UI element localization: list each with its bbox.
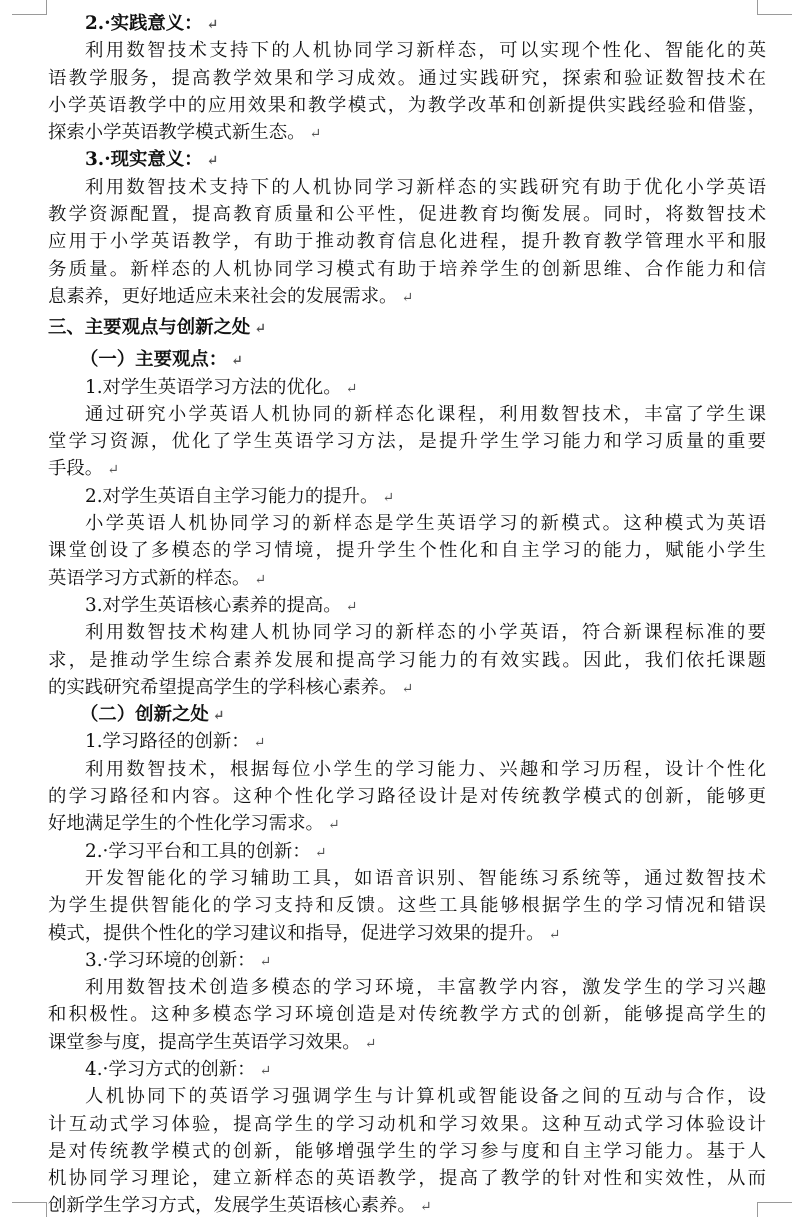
subsection-heading xyxy=(48,592,766,619)
paragraph-mark-icon: ↵ xyxy=(327,817,340,834)
paragraph-line xyxy=(48,1083,766,1110)
heading-text: 3.·学习环境的创新： xyxy=(85,949,256,971)
paragraph-mark-icon: ↵ xyxy=(206,17,219,33)
line-text: 利用数智技术支持下的人机协同学习新样态的实践研究有助于优化小学英语 xyxy=(85,176,766,198)
paragraph-mark-icon: ↵ xyxy=(206,153,219,170)
heading-text: （二）创新之处 xyxy=(80,704,209,726)
paragraph-line xyxy=(48,1029,766,1056)
line-text: 利用数智技术构建人机协同学习的新样态的小学英语，符合新课程标准的要 xyxy=(85,622,766,644)
subsection-heading xyxy=(48,10,766,37)
section-heading xyxy=(48,310,766,346)
paragraph xyxy=(48,510,766,592)
margin-corner-mark xyxy=(12,1202,47,1217)
paragraph-line xyxy=(48,510,766,537)
line-text: 教学资源配置，提高教育质量和公平性，促进教育均衡发展。同时，将数智技术 xyxy=(48,204,766,226)
paragraph-mark-icon: ↵ xyxy=(364,1035,377,1052)
paragraph-mark-icon: ↵ xyxy=(259,953,272,970)
paragraph xyxy=(48,865,766,947)
paragraph-line xyxy=(48,619,766,646)
paragraph-line xyxy=(48,228,766,255)
line-text: 英语学习方式新的样态。 xyxy=(48,567,251,589)
heading-text: （一）主要观点： xyxy=(80,349,228,371)
subsection-heading xyxy=(48,146,766,173)
line-text: 小学英语人机协同学习的新样态是学生英语学习的新模式。这种模式为英语 xyxy=(85,513,766,535)
subsection-heading xyxy=(48,947,766,974)
paragraph-line xyxy=(48,810,766,837)
heading-text: 2.对学生英语自主学习能力的提升。 xyxy=(85,485,379,507)
paragraph-line xyxy=(48,283,766,310)
line-text: 开发智能化的学习辅助工具，如语音识别、智能练习系统等，通过数智技术 xyxy=(85,867,766,889)
paragraph-line xyxy=(48,201,766,228)
paragraph-mark-icon: ↵ xyxy=(401,289,414,306)
subsection-heading xyxy=(48,346,766,373)
paragraph-line xyxy=(48,1138,766,1165)
paragraph-mark-icon: ↵ xyxy=(259,1062,272,1079)
line-text: 课堂参与度，提高学生英语学习效果。 xyxy=(48,1031,361,1053)
paragraph-mark-icon: ↵ xyxy=(254,321,267,338)
subsection-heading xyxy=(48,483,766,510)
line-text: 和积极性。这种多模态学习环境创造是对传统教学方式的创新，能够提高学生的 xyxy=(48,1004,766,1026)
line-text: 息素养，更好地适应未来社会的发展需求。 xyxy=(48,285,398,307)
line-text: 小学英语教学中的应用效果和教学模式，为教学改革和创新提供实践经验和借鉴， xyxy=(48,94,766,116)
heading-text: 2.·实践意义： xyxy=(85,13,203,34)
paragraph-line xyxy=(48,37,766,64)
paragraph-line xyxy=(48,1165,766,1192)
paragraph-line xyxy=(48,892,766,919)
paragraph-line xyxy=(48,428,766,455)
line-text: 语教学服务，提高教学效果和学习成效。通过实践研究，探索和验证数智技术在 xyxy=(48,67,766,89)
paragraph-mark-icon: ↵ xyxy=(345,380,358,397)
paragraph xyxy=(48,401,766,483)
heading-text: 3.对学生英语核心素养的提高。 xyxy=(85,594,342,616)
paragraph-line xyxy=(48,783,766,810)
paragraph-line xyxy=(48,674,766,701)
paragraph-line xyxy=(48,65,766,92)
paragraph-mark-icon: ↵ xyxy=(345,598,358,615)
line-text: 为学生提供智能化的学习支持和反馈。这些工具能够根据学生的学习情况和错误 xyxy=(48,895,766,917)
paragraph-line xyxy=(48,1111,766,1138)
subsection-heading xyxy=(48,374,766,401)
paragraph-mark-icon: ↵ xyxy=(107,462,119,479)
paragraph xyxy=(48,37,766,146)
line-text: 通过研究小学英语人机协同的新样态化课程，利用数智技术，丰富了学生课 xyxy=(85,403,766,425)
paragraph-mark-icon: ↵ xyxy=(382,489,395,506)
heading-text: 2.·学习平台和工具的创新： xyxy=(85,840,311,862)
paragraph-mark-icon: ↵ xyxy=(309,126,322,143)
line-text: 的实践研究希望提高学生的学科核心素养。 xyxy=(48,676,398,698)
paragraph-line xyxy=(48,401,766,428)
paragraph-mark-icon: ↵ xyxy=(548,926,561,943)
subsection-heading xyxy=(48,728,766,755)
line-text: 务质量。新样态的人机协同学习模式有助于培养学生的创新思维、合作能力和信 xyxy=(48,258,766,280)
paragraph-mark-icon: ↵ xyxy=(419,1199,432,1216)
paragraph-mark-icon: ↵ xyxy=(231,353,243,370)
heading-text: 三、主要观点与创新之处 xyxy=(48,317,251,339)
heading-text: 3.·现实意义： xyxy=(85,149,203,171)
subsection-heading xyxy=(48,838,766,865)
line-text: 手段。 xyxy=(48,458,104,480)
paragraph xyxy=(48,756,766,838)
line-text: 课堂创设了多模态的学习情境，提升学生个性化和自主学习的能力，赋能小学生 xyxy=(48,540,766,562)
line-text: 计互动式学习体验，提高学生的学习动机和学习效果。这种互动式学习体验设计 xyxy=(48,1113,766,1135)
line-text: 是对传统教学模式的创新，能够增强学生的学习参与度和自主学习能力。基于人 xyxy=(48,1140,766,1162)
line-text: 好地满足学生的个性化学习需求。 xyxy=(48,813,324,835)
paragraph-line xyxy=(48,455,766,482)
paragraph xyxy=(48,174,766,310)
heading-text: 1.学习路径的创新： xyxy=(85,731,250,753)
margin-corner-mark xyxy=(12,0,47,15)
line-text: 人机协同下的英语学习强调学生与计算机或智能设备之间的互动与合作，设 xyxy=(85,1086,766,1108)
line-text: 堂学习资源，优化了学生英语学习方法，是提升学生学习能力和学习质量的重要 xyxy=(48,431,766,453)
line-text: 探索小学英语教学模式新生态。 xyxy=(48,122,306,144)
line-text: 应用于小学英语教学，有助于推动教育信息化进程，提升教育教学管理水平和服 xyxy=(48,231,766,253)
subsection-heading xyxy=(48,1056,766,1083)
paragraph-mark-icon: ↵ xyxy=(254,571,267,588)
paragraph-line xyxy=(48,865,766,892)
paragraph-mark-icon: ↵ xyxy=(212,708,225,725)
paragraph-line xyxy=(48,537,766,564)
paragraph xyxy=(48,1083,766,1219)
heading-text: 1.对学生英语学习方法的优化。 xyxy=(85,376,342,398)
paragraph-line xyxy=(48,1001,766,1028)
paragraph-line xyxy=(48,256,766,283)
paragraph-line xyxy=(48,565,766,592)
paragraph-mark-icon: ↵ xyxy=(314,844,327,861)
line-text: 利用数智技术支持下的人机协同学习新样态，可以实现个性化、智能化的英 xyxy=(85,40,766,62)
paragraph-line xyxy=(48,92,766,119)
line-text: 的学习路径和内容。这种个性化学习路径设计是对传统教学模式的创新，能够更 xyxy=(48,786,766,808)
paragraph-line xyxy=(48,647,766,674)
paragraph xyxy=(48,619,766,701)
line-text: 模式，提供个性化的学习建议和指导，促进学习效果的提升。 xyxy=(48,922,545,944)
line-text: 利用数智技术创造多模态的学习环境，丰富教学内容，激发学生的学习兴趣 xyxy=(85,977,766,999)
paragraph-line xyxy=(48,119,766,146)
paragraph-mark-icon: ↵ xyxy=(253,735,266,752)
paragraph-line xyxy=(48,174,766,201)
paragraph-line xyxy=(48,1192,766,1219)
paragraph-mark-icon: ↵ xyxy=(401,680,414,697)
paragraph xyxy=(48,974,766,1056)
heading-text: 4.·学习方式的创新： xyxy=(85,1058,256,1080)
line-text: 利用数智技术，根据每位小学生的学习能力、兴趣和学习历程，设计个性化 xyxy=(85,758,766,780)
paragraph-line xyxy=(48,756,766,783)
line-text: 求，是推动学生综合素养发展和提高学习能力的有效实践。因此，我们依托课题 xyxy=(48,649,766,671)
paragraph-line xyxy=(48,974,766,1001)
line-text: 创新学生学习方式，发展学生英语核心素养。 xyxy=(48,1195,416,1217)
subsection-heading xyxy=(48,701,766,728)
paragraph-line xyxy=(48,920,766,947)
line-text: 机协同学习理论，建立新样态的英语教学，提高了教学的针对性和实效性，从而 xyxy=(48,1168,766,1190)
document-body xyxy=(48,10,766,1220)
